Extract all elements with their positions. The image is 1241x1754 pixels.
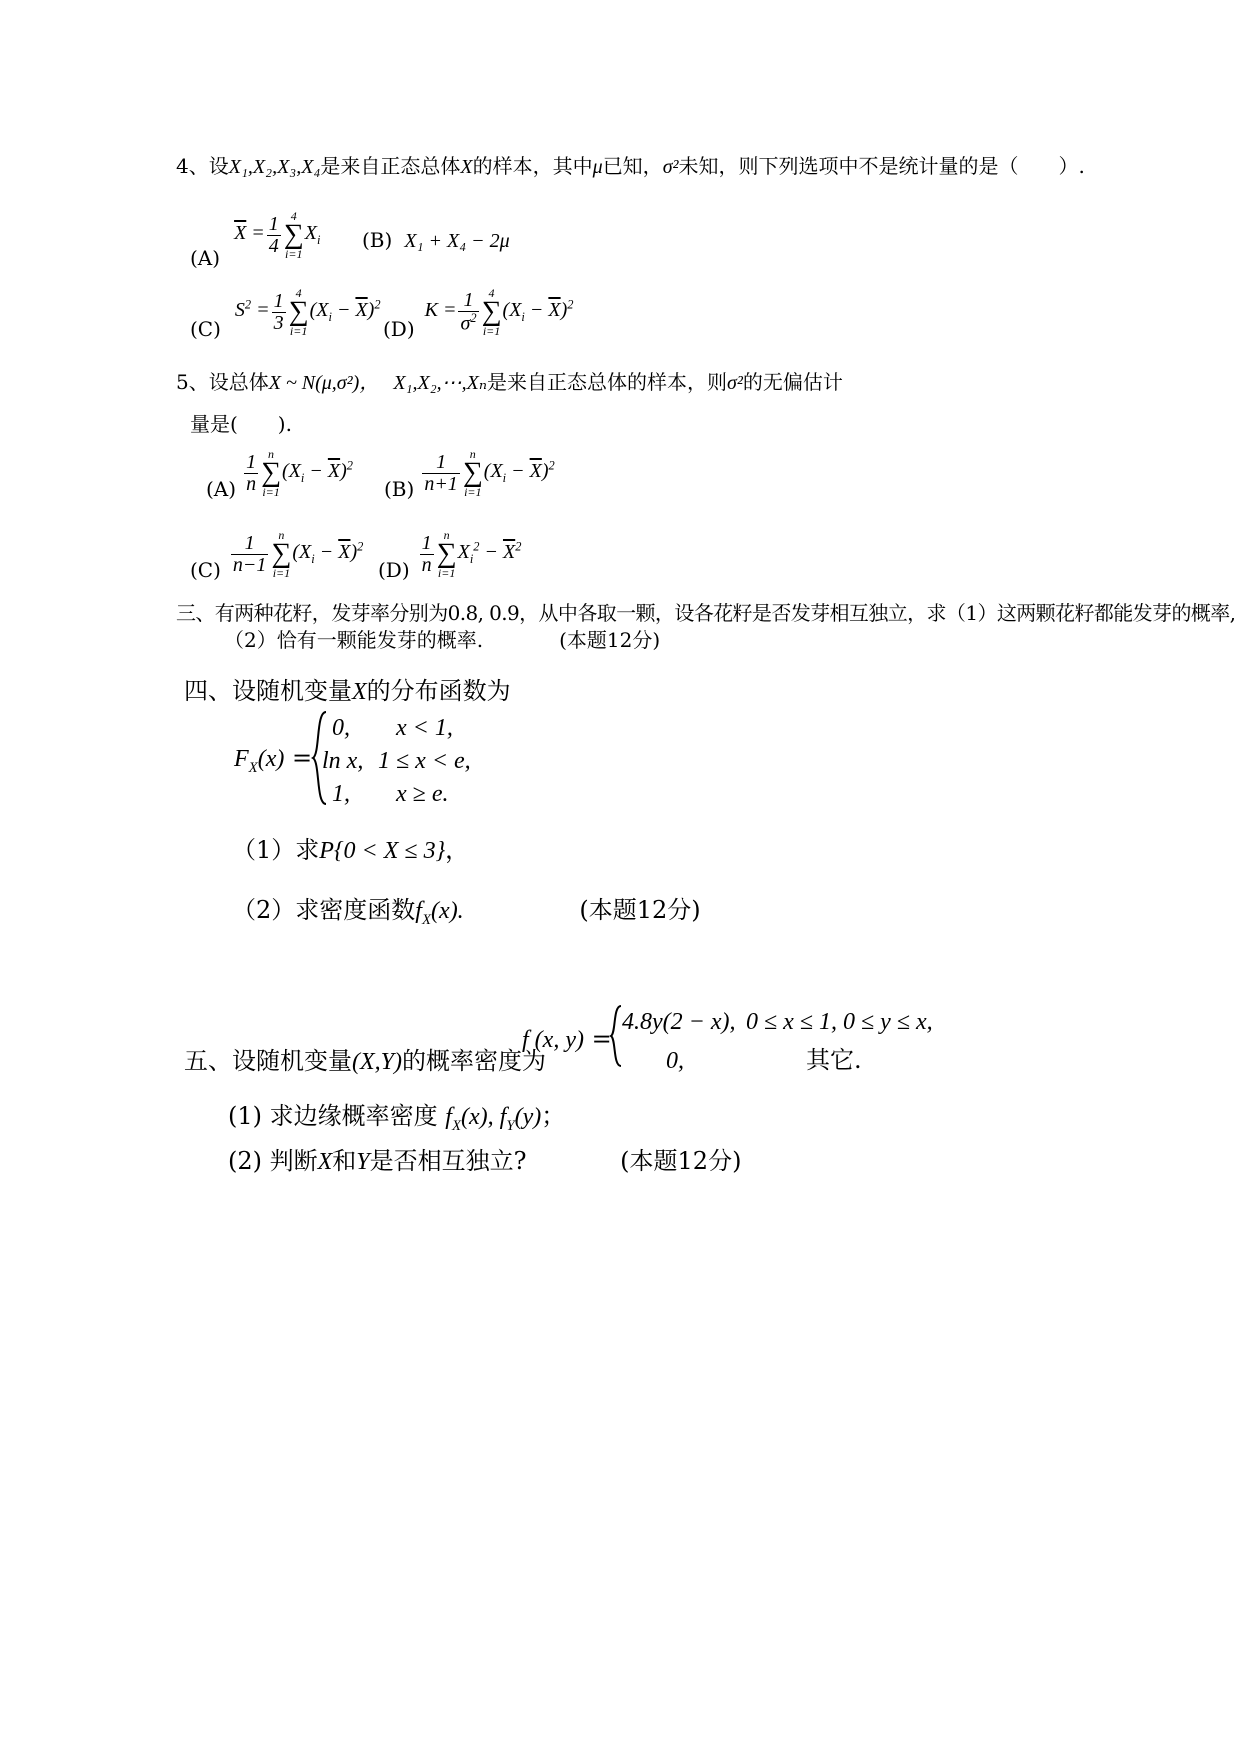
q3-line1: 三、有两种花籽，发芽率分别为0.8, 0.9，从中各取一颗，设各花籽是否发芽相互独立，求（1）这两颗花籽都能发芽的概率, <box>176 601 1236 625</box>
q5-stem-line2: 量是( ). <box>190 412 292 436</box>
q5-option-d <box>378 526 521 582</box>
q5-c-formula: $\frac{1}{n-1}$ n ∑ i=1 $(X_i - \overline{X})^2$ <box>232 528 364 580</box>
q5-option-d-label: (D) <box>378 558 410 582</box>
q-four-title: 四、设随机变量X的分布函数为 <box>184 677 511 705</box>
q4-a-formula: $\overline{X}$ = $\frac{1}{4}$ 4 ∑ i=1 $X_i$ <box>234 209 321 261</box>
q-five-part-1: (1) 求边缘概率密度 $f_X(x)$, $f_Y(y)$； <box>228 1102 566 1134</box>
q4-option-c <box>190 283 381 341</box>
q4-option-d <box>383 283 573 341</box>
q5-number: 5、 <box>176 370 209 394</box>
q5-option-c-label: (C) <box>190 558 221 582</box>
q-five-part-2: (2) 判断X和Y是否相互独立? (本题12分) <box>228 1147 742 1175</box>
q5-option-b <box>384 445 555 501</box>
q-four-case-1: 0, x < 1, <box>332 715 453 741</box>
q-four-cdf-lhs: $F_X(x)$ = <box>234 744 313 776</box>
q5-d-formula: $\frac{1}{n}$ n ∑ i=1 $X_i^2 - \overline{X}^2$ <box>421 528 522 580</box>
q4-stem: 4、设X₁,X₂,X₃,X₄是来自正态总体X的样本，其中μ已知，σ²未知，则下列选项中不是统计量的是（ ）. <box>176 154 1085 178</box>
q-four-case-2: ln x, 1 ≤ x < e, <box>322 748 471 774</box>
q5-option-b-label: (B) <box>384 477 415 501</box>
q5-b-formula: $\frac{1}{n+1}$ n ∑ i=1 $(X_i - \overline{X})^2$ <box>424 447 555 499</box>
q-five-case-1: 4.8y(2 − x), 0 ≤ x ≤ 1, 0 ≤ y ≤ x, <box>622 1009 933 1035</box>
q5-stem: 5、设总体X ~ N(μ,σ²)， X₁,X₂,⋯,Xₙ是来自正态总体的样本，则σ²的无偏估计 <box>176 370 843 394</box>
q4-d-formula: K = $\frac{1}{\sigma^2}$ 4 ∑ i=1 $(X_i - \overline{X})^2$ <box>424 286 574 338</box>
q-four-case-3: 1, x ≥ e. <box>332 781 449 807</box>
q-five-title: 五、设随机变量(X,Y)的概率密度为 <box>184 1047 546 1075</box>
q4-option-a-label: (A) <box>190 246 221 270</box>
q-five-score: (本题12分) <box>620 1147 742 1175</box>
q4-sample-vars: X₁,X₂,X₃,X₄ <box>228 156 321 178</box>
q4-option-c-label: (C) <box>190 317 221 341</box>
q-four-score: (本题12分) <box>579 896 701 924</box>
q4-option-b <box>362 228 510 253</box>
q5-option-c <box>190 526 363 582</box>
q3-line2: （2）恰有一颗能发芽的概率. (本题12分) <box>224 628 661 652</box>
q-four-part-1: （1）求P{0 < X ≤ 3}， <box>232 836 470 864</box>
q-four-part-2: （2）求密度函数$f_X(x)$. (本题12分) <box>232 896 701 928</box>
q5-option-a <box>206 445 353 501</box>
q3-score: (本题12分) <box>559 628 661 652</box>
q4-option-a <box>190 200 320 270</box>
q4-b-formula: X₁ + X₄ − 2μ <box>404 230 510 252</box>
q4-c-formula: $S^2$ = $\frac{1}{3}$ 4 ∑ i=1 $(X_i - \overline{X})^2$ <box>234 286 381 338</box>
q5-a-formula: $\frac{1}{n}$ n ∑ i=1 $(X_i - \overline{X})^2$ <box>246 447 353 499</box>
q-five-density-lhs: f (x, y) = <box>522 1025 612 1053</box>
q5-option-a-label: (A) <box>206 477 237 501</box>
q4-option-b-label: (B) <box>362 228 393 252</box>
q-five-case-2: 0, 其它. <box>666 1046 862 1074</box>
q4-option-d-label: (D) <box>383 317 415 341</box>
q4-number: 4、 <box>176 154 209 178</box>
